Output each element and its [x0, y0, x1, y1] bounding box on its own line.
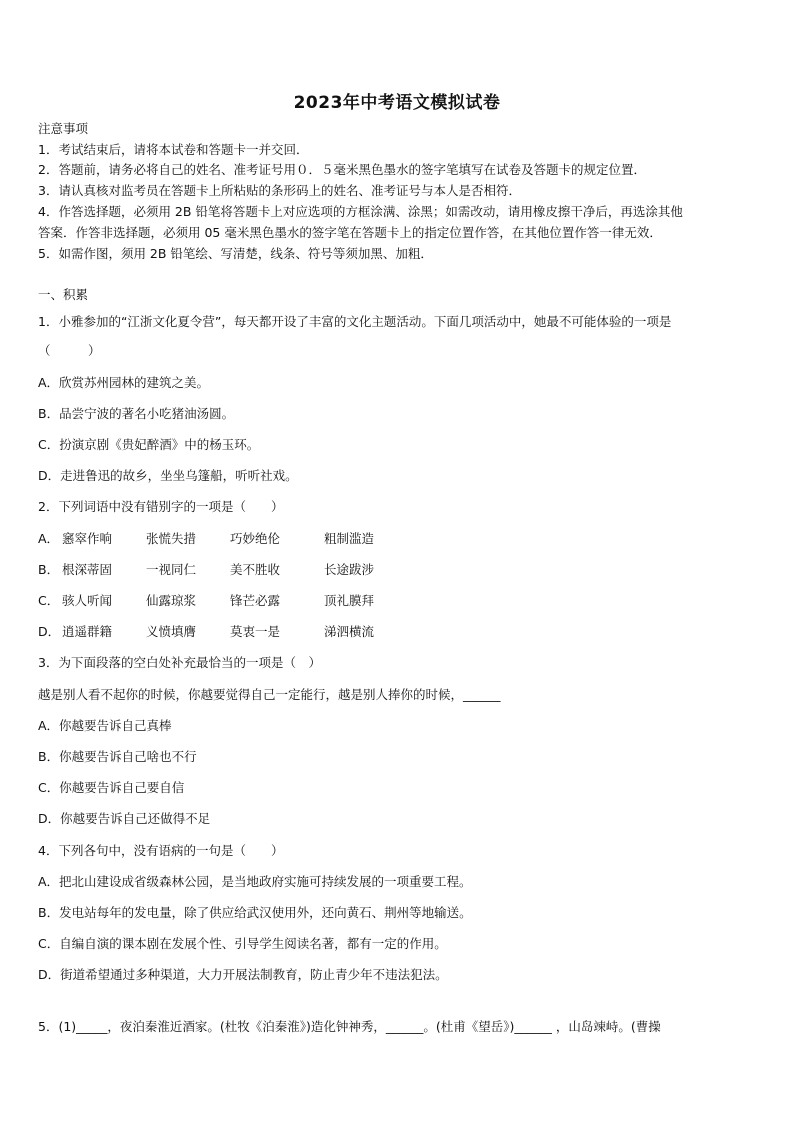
notice-item: 5．如需作图，须用 2B 铅笔绘、写清楚，线条、符号等须加黑、加粗． — [38, 246, 433, 261]
question-4-option-d: D．街道希望通过多种渠道，大力开展法制教育，防止青少年不违法犯法。 — [38, 967, 448, 982]
question-3-option-a: A．你越要告诉自己真棒 — [38, 718, 172, 733]
question-2-option-b — [38, 562, 374, 578]
option-word: 巧妙绝伦 — [230, 531, 281, 546]
question-3-passage: 越是别人看不起你的时候，你越要觉得自己一定能行，越是别人捧你的时候，______ — [38, 687, 501, 702]
question-3-option-c: C．你越要告诉自己要自信 — [38, 780, 185, 795]
option-word: 美不胜收 — [230, 562, 281, 577]
option-label: D． — [38, 624, 61, 639]
option-word: 窸窣作响 — [62, 531, 113, 546]
question-1-option-b: B．品尝宁波的著名小吃猪油汤圆。 — [38, 406, 235, 421]
question-1-option-a: A．欣赏苏州园林的建筑之美。 — [38, 375, 210, 390]
option-label: C． — [38, 593, 60, 608]
notice-item: 答案．作答非选择题，必须用 05 毫米黑色墨水的签字笔在答题卡上的指定位置作答，在其他位置作答一律无效． — [38, 225, 662, 240]
question-4-option-b: B．发电站每年的发电量，除了供应给武汉使用外，还向黄石、荆州等地输送。 — [38, 905, 472, 920]
option-word: 粗制滥造 — [324, 531, 375, 546]
option-word: 张慌失措 — [146, 531, 197, 546]
option-label: B． — [38, 562, 60, 577]
option-word: 义愤填膺 — [146, 624, 197, 639]
option-word: 涕泗横流 — [324, 624, 375, 639]
notice-item: 1．考试结束后，请将本试卷和答题卡一并交回． — [38, 142, 309, 157]
option-word: 莫衷一是 — [230, 624, 281, 639]
option-label: A． — [38, 531, 60, 546]
option-word: 顶礼膜拜 — [324, 593, 375, 608]
notice-item: 4．作答选择题，必须用 2B 铅笔将答题卡上对应选项的方框涂满、涂黑；如需改动，请用橡皮擦干净后，再选涂其他 — [38, 204, 683, 219]
question-4-stem: 4．下列各句中，没有语病的一句是（ ） — [38, 843, 284, 858]
question-2-stem: 2．下列词语中没有错别字的一项是（ ） — [38, 499, 284, 514]
question-1-option-c: C．扮演京剧《贵妃醉酒》中的杨玉环。 — [38, 437, 260, 452]
option-word: 一视同仁 — [146, 562, 197, 577]
question-5-line: 5．(1)_____，夜泊秦淮近酒家。(杜牧《泊秦淮》)造化钟神秀，______。(杜甫《望岳》)______ ，山岛竦峙。(曹操 — [38, 1019, 661, 1034]
question-2-option-c — [38, 593, 374, 609]
option-word: 逍遥群籍 — [62, 624, 113, 639]
page-title: 2023年中考语文模拟试卷 — [293, 93, 501, 113]
notice-item: 3．请认真核对监考员在答题卡上所粘贴的条形码上的姓名、准考证号与本人是否相符． — [38, 183, 521, 198]
notice-heading: 注意事项 — [38, 121, 89, 136]
option-word: 锋芒必露 — [230, 593, 281, 608]
option-word: 骇人听闻 — [62, 593, 113, 608]
section-heading: 一、积累 — [38, 287, 89, 302]
question-3-option-b: B．你越要告诉自己啥也不行 — [38, 749, 197, 764]
notice-item: 2．答题前，请务必将自己的姓名、准考证号用０．５毫米黑色墨水的签字笔填写在试卷及答题卡的规定位置． — [38, 162, 646, 177]
question-3-option-d: D．你越要告诉自己还做得不足 — [38, 811, 211, 826]
question-2-option-a — [38, 531, 374, 547]
question-4-option-a: A．把北山建设成省级森林公园，是当地政府实施可持续发展的一项重要工程。 — [38, 874, 472, 889]
question-2-option-d — [38, 624, 374, 640]
question-4-option-c: C．自编自演的课本剧在发展个性、引导学生阅读名著，都有一定的作用。 — [38, 936, 447, 951]
question-1-stem: 1．小雅参加的“江浙文化夏令营”，每天都开设了丰富的文化主题活动。下面几项活动中，她最不可能体验的一项是 — [38, 314, 672, 329]
question-1-paren: （ ） — [38, 343, 101, 358]
question-1-option-d: D．走进鲁迅的故乡，坐坐乌篷船，听听社戏。 — [38, 468, 298, 483]
option-word: 根深蒂固 — [62, 562, 113, 577]
option-word: 长途跋涉 — [324, 562, 375, 577]
option-word: 仙露琼浆 — [146, 593, 197, 608]
question-3-stem: 3．为下面段落的空白处补充最恰当的一项是（ ） — [38, 655, 321, 670]
